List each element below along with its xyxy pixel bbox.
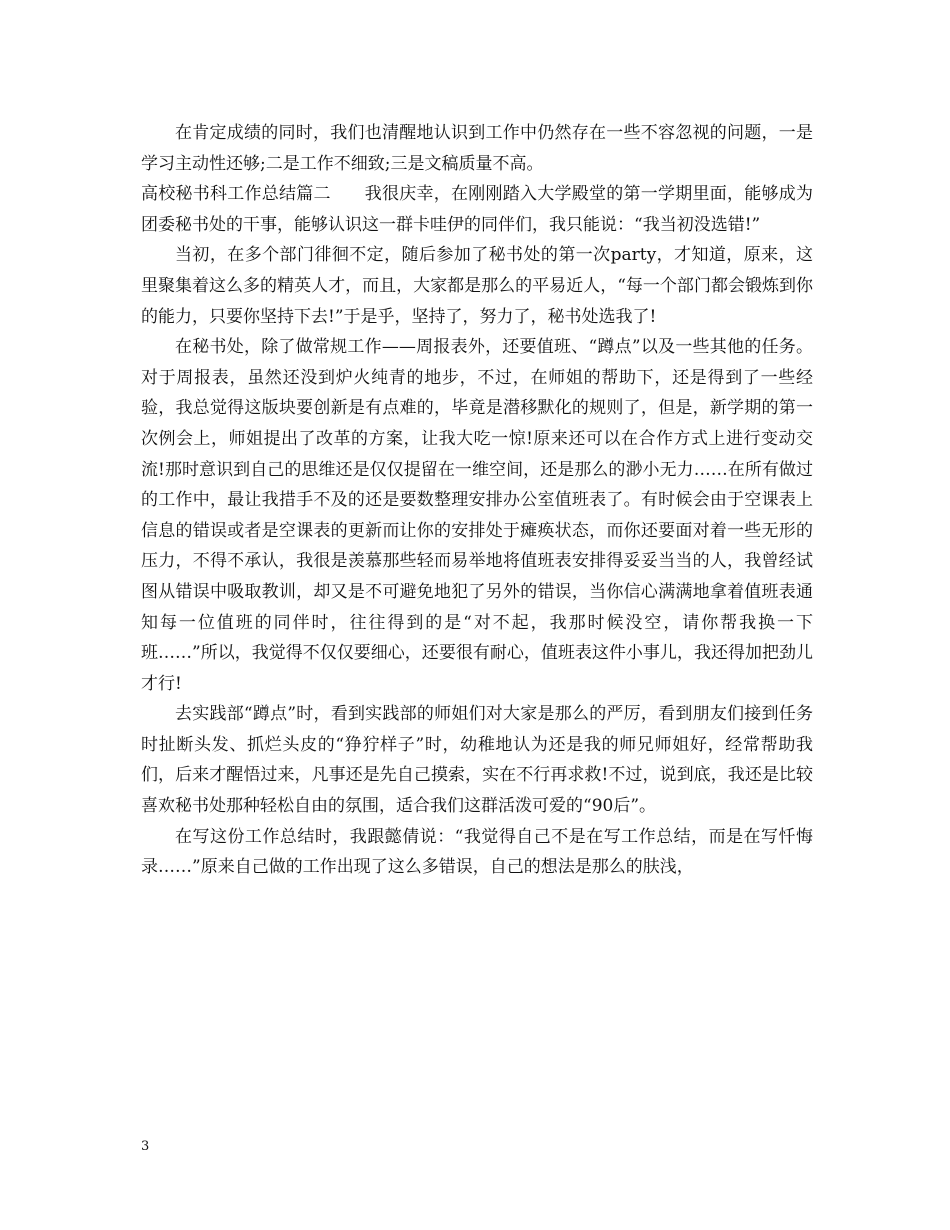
- paragraph-summary-problems: 在肯定成绩的同时，我们也清醒地认识到工作中仍然存在一些不容忽视的问题，一是学习主动性还够;二是工作不细致;三是文稿质量不高。: [141, 123, 813, 174]
- paragraph-duties: 在秘书处，除了做常规工作——周报表外，还要值班、“蹲点”以及一些其他的任务。对于周报表，虽然还没到炉火纯青的地步，不过，在师姐的帮助下，还是得到了一些经验，我总觉得这版块要创新是有点难的，毕竟是潜移默化的规则了，但是，新学期的第一次例会上，师姐提出了改革的方案，让我大吃一惊!原来还可以在合作方式上进行变动交流!那时意识到自己的思维还是仅仅提留在一维空间，还是那么的渺小无力……在所有做过的工作中，最让我措手不及的还是要数整理安排办公室值班表了。有时候会由于空课表上信息的错误或者是空课表的更新而让你的安排处于瘫痪状态，而你还要面对着一些无形的压力，不得不承认，我很是羡慕那些轻而易举地将值班表安排得妥妥当当的人，我曾经试图从错误中吸取教训，却又是不可避免地犯了另外的错误，当你信心满满地拿着值班表通知每一位值班的同伴时，往往得到的是“对不起，我那时候没空，请你帮我换一下班……”所以，我觉得不仅仅要细心，还要很有耐心，值班表这件小事儿，我还得加把劲儿才行!: [141, 337, 813, 694]
- paragraph-joining: 当初，在多个部门徘徊不定，随后参加了秘书处的第一次party，才知道，原来，这里聚集着这么多的精英人才，而且，大家都是那么的平易近人，“每一个部门都会锻炼到你的能力，只要你坚持下去!”于是乎，坚持了，努力了，秘书处选我了!: [141, 245, 813, 327]
- section-first-paragraph: 我很庆幸，在刚刚踏入大学殿堂的第一学期里面，能够成为团委秘书处的干事，能够认识这一群卡哇伊的同伴们，我只能说：“我当初没选错!”: [141, 184, 813, 235]
- paragraph-practice-department: 去实践部“蹲点”时，看到实践部的师姐们对大家是那么的严厉，看到朋友们接到任务时扯断头发、抓烂头皮的“狰狞样子”时，幼稚地认为还是我的师兄师姐好，经常帮助我们，后来才醒悟过来，凡事还是先自己摸索，实在不行再求救!不过，说到底，我还是比较喜欢秘书处那种轻松自由的氛围，适合我们这群活泼可爱的“90后”。: [141, 704, 813, 817]
- section-intro-paragraph: [141, 179, 813, 240]
- paragraph-reflection: 在写这份工作总结时，我跟懿倩说：“我觉得自己不是在写工作总结，而是在写忏悔录……”原来自己做的工作出现了这么多错误，自己的想法是那么的肤浅，: [141, 826, 813, 878]
- document-body: [141, 118, 813, 883]
- page-number: 3: [141, 1139, 150, 1154]
- section-title: 高校秘书科工作总结篇二: [141, 184, 331, 205]
